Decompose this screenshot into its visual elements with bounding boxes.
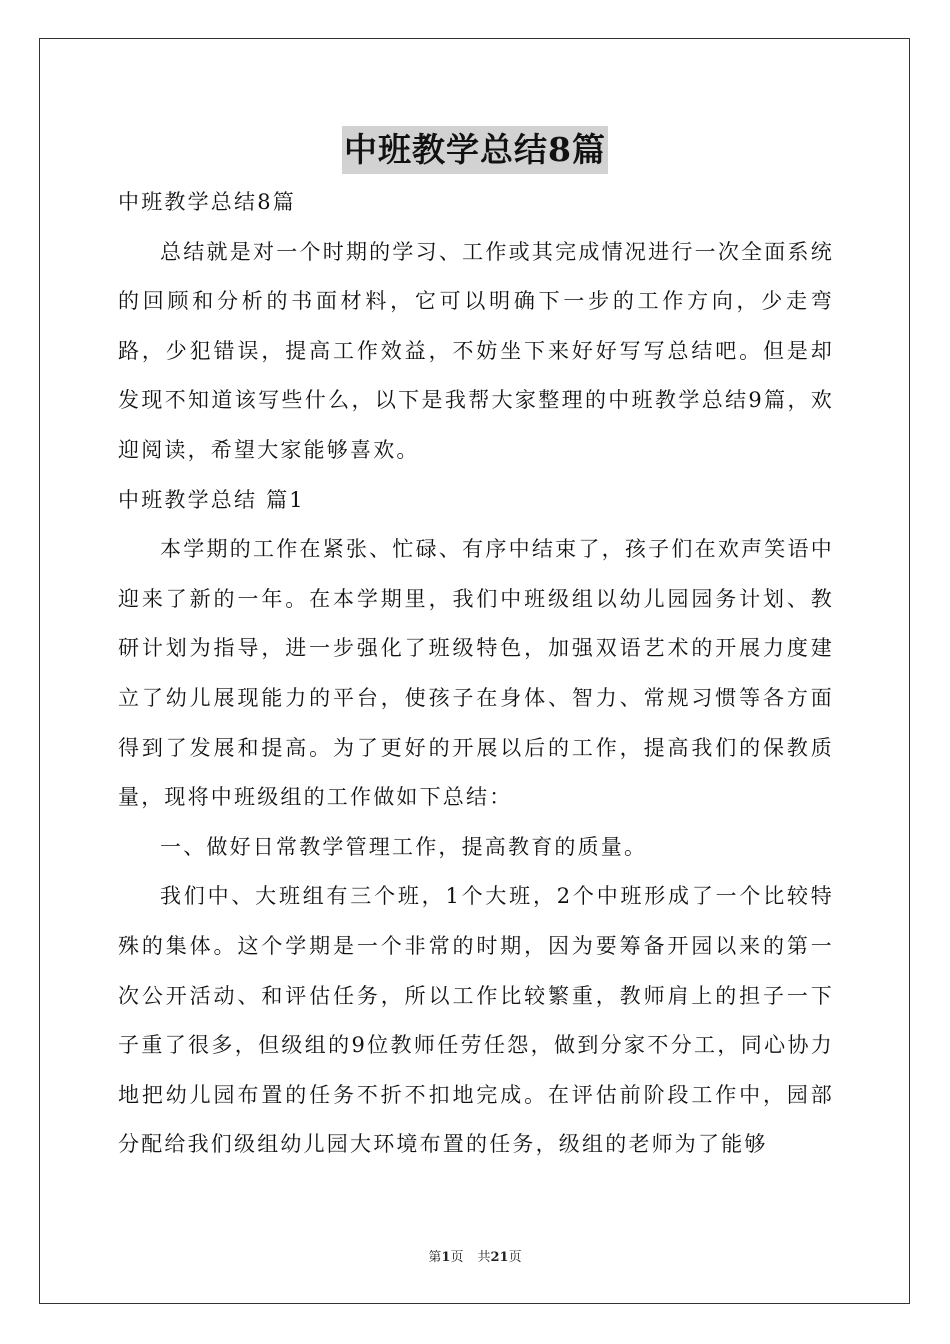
footer-prefix: 第 — [428, 1250, 442, 1265]
subheading-paragraph: 一、做好日常教学管理工作，提高教育的质量。 — [160, 834, 648, 859]
intro-paragraph: 总结就是对一个时期的学习、工作或其完成情况进行一次全面系统的回顾和分析的书面材料，它可以明确下一步的工作方向，少走弯路，少犯错误，提高工作效益，不妨坐下来好好写写总结吧。但是却发现不知道该写些什么，以下是我帮大家整理的中班教学总结9篇，欢迎阅读，希望大家能够喜欢。 — [118, 239, 834, 462]
document-title — [0, 126, 950, 180]
page-footer — [0, 1246, 950, 1265]
body-paragraph: 本学期的工作在紧张、忙碌、有序中结束了，孩子们在欢声笑语中迎来了新的一年。在本学期里，我们中班级组以幼儿园园务计划、教研计划为指导，进一步强化了班级特色，加强双语艺术的开展力度建立了幼儿展现能力的平台，使孩子在身体、智力、常规习惯等各方面得到了发展和提高。为了更好的开展以后的工作，提高我们的保教质量，现将中班级组的工作做如下总结： — [118, 537, 834, 810]
section-heading: 中班教学总结 篇1 — [118, 487, 305, 512]
document-body — [118, 178, 834, 1170]
footer-total-prefix: 共 — [477, 1250, 491, 1265]
footer-total-unit: 页 — [508, 1250, 522, 1265]
footer-page-unit: 页 — [450, 1250, 464, 1265]
body-paragraph: 我们中、大班组有三个班，1个大班，2个中班形成了一个比较特殊的集体。这个学期是一个非常的时期，因为要筹备开园以来的第一次公开活动、和评估任务，所以工作比较繁重，教师肩上的担子一下子重了很多，但级组的9位教师任劳任怨，做到分家不分工，同心协力地把幼儿园布置的任务不折不扣地完成。在评估前阶段工作中，园部分配给我们级组幼儿园大环境布置的任务，级组的老师为了能够 — [118, 884, 834, 1157]
page-number: 1 — [441, 1250, 451, 1265]
total-pages: 21 — [490, 1250, 509, 1265]
title-highlight: 中班教学总结8篇 — [342, 126, 608, 174]
section-heading: 中班教学总结8篇 — [118, 190, 296, 214]
